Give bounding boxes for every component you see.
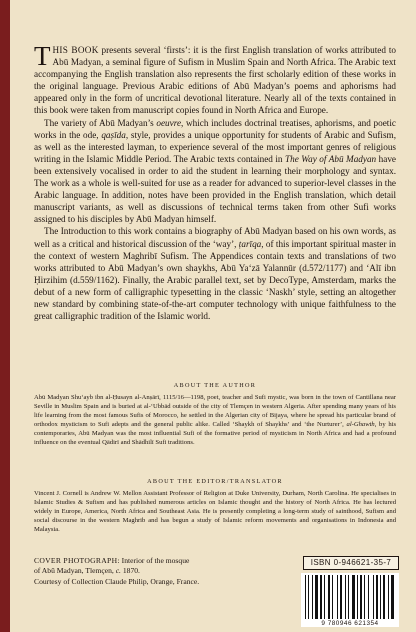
qasida-term: qaṣīda [101,129,126,140]
cover-photo-label: COVER PHOTOGRAPH: [34,556,120,565]
blurb-paragraph-1 [34,41,396,117]
about-editor-heading: ABOUT THE EDITOR/TRANSLATOR [147,478,283,485]
tariqa-term: ṭarīqa [238,238,262,249]
paragraph-3-text-a: The Introduction to this work contains a biography of Abū Madyan based on his own words, as well as a critical and historical discussion of the ‘way’, [34,226,396,249]
book-title-italic: The Way of Abū Madyan [285,153,377,164]
cover-credit-line-2-text-a: of Abū Madyan, Tlemçen, [34,566,116,576]
about-author-heading: ABOUT THE AUTHOR [173,382,257,389]
about-editor-text [34,489,396,534]
about-author-text [34,393,396,448]
oeuvre-term: oeuvre [156,117,182,128]
about-editor-paragraph: Vincent J. Cornell is Andrew W. Mellon Assistant Professor of Religion at Duke University, Durham, North Carolina. He specialises in Islamic Studies & Sufism and has published numerous articles on Islamic thought and the history of North Africa. He has lectured widely in Europe, America, North Africa and Southeast Asia. He is presently completing a long-term study of sainthood, Sufism and social discourse in the western Maghrib and has begun a study of Islamic reform movements and organisations in Indonesia and Malaysia. [34,490,396,534]
al-ghawth-term: al-Ghawth [346,421,375,429]
blurb-paragraph-3 [34,225,396,322]
cover-credit-line-3: Courtesy of Collection Claude Philip, Orange, France. [34,576,200,586]
blurb-paragraph-2 [34,117,396,226]
drop-cap: T [34,41,51,71]
cover-credit-line-1-text: Interior of the mosque [119,556,190,565]
circa-abbrev: c. [115,566,121,576]
paragraph-2-text-d: have been extensively vocalised in order to aid the student in learning their morphology and syntax. The work as a whole is well-suited for use as a reader for advanced to superior-level classes in the Arabic language. In addition, notes have been provided in the English translation, which detail manuscript variants, as well as discussions of technical terms taken from other Sufi works assigned to his disciples by Abū Madyan himself. [34,153,396,225]
paragraph-2-text-c: , style, provides a unique opportunity for students of Arabic and Sufism, as well as the interested layman, to experience several of the most important genres of religious writing in the Islamic Middle Period. The Arabic texts contained in [34,129,396,164]
cover-credit-line-1 [34,556,254,566]
cover-credit-line-2-text-b: 1870. [120,566,140,576]
paragraph-2-text-a: The variety of Abū Madyan’s [44,117,157,128]
barcode-icon [301,573,399,623]
blurb-text [34,41,396,322]
back-cover-page [10,0,416,632]
paragraph-2-text-b: , which includes doctrinal treatises, aphorisms, and poetic works in the ode, [34,117,396,140]
isbn-label: ISBN 0-946621-35-7 [303,556,399,570]
paragraph-1-text: presents several ‘firsts’: it is the first English translation of works attributed to Abū Madyan, a seminal figure of Sufism in Muslim Spain and North Africa. The Arabic text accompanying the English translation also represents the first scholarly edition of these works in the original language. Previous Arabic editions of Abū Madyan’s poems and aphorisms had appeared only in the form of uncritical devotional literature. Nearly all of the texts contained in this book were taken from manuscript copies found in North Africa and Europe. [34,45,396,116]
barcode-number: 9 780946 621354 [301,620,399,627]
about-author-text-b: , by his contemporaries, Abū Madyan was the most influential Sufi of the formative period of mysticism in North Africa and had a profound influence on the eventual Qādirī and Shādhilī Sufi traditions. [34,421,397,447]
about-author-text-a: Abū Madyan Shu‘ayb ibn al-Ḥusayn al-Anṣārī, 1115/16—1198, poet, teacher and Sufi mystic, was born in the town of Cantillana near Seville in Muslim Spain and is buried at al-‘Ubbād outside of the city of Tlemçen in western Algeria. After spending many years of his life learning from the most famous Sufis of Morocco, he settled in the Algerian city of Bijaya, where he spread his particular brand of orthodox mysticism to Sufi adepts and the general public alike. Called ‘Shaykh of Shaykhs’ and ‘the Nurturer’, [34,394,396,429]
opening-words: HIS BOOK [52,45,99,55]
cover-credit-line-2 [34,566,254,576]
barcode-bars [301,573,399,623]
cover-photograph-credit [34,556,254,587]
paragraph-3-text-b: , of this important spiritual master in the context of western Maghribī Sufism. The Appendices contain texts and translations of two works attributed to Abū Madyan’s own shaykhs, Abū Ya‘zā Yalannūr (d.572/1177) and ‘Alī ibn Ḥirzihim (d.559/1162). Finally, the Arabic parallel text, set by DecoType, Amsterdam, marks the debut of a new form of calligraphic typesetting in the classic ‘Naskh’ style, setting an altogether new standard by combining state-of-the-art computer technology with unique faithfulness to the great calligraphic tradition of the Islamic world. [34,238,396,322]
